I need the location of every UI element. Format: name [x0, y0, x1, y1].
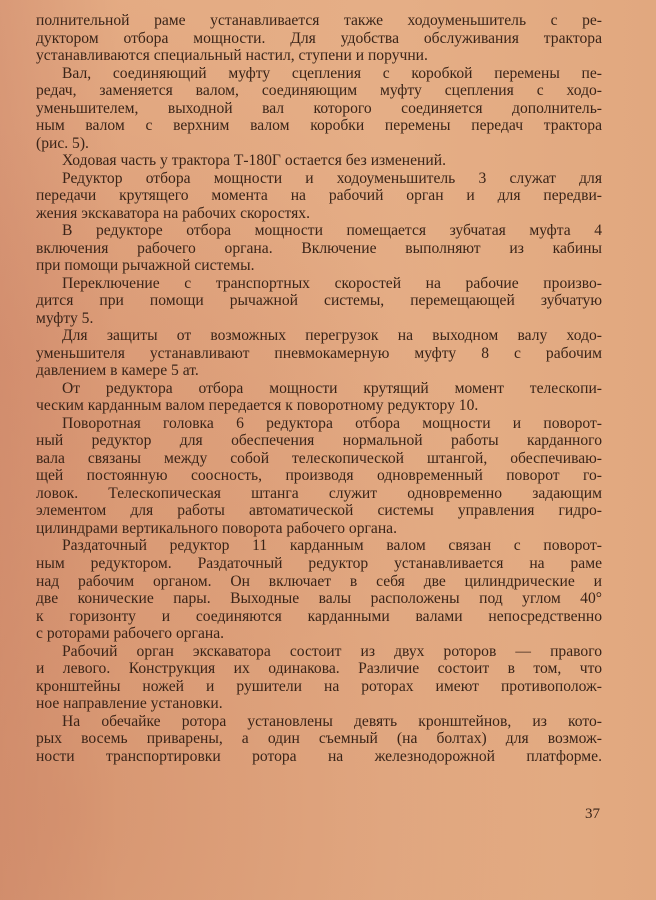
- text-line: к горизонту и соединяются карданными валами непосредственно: [36, 607, 602, 625]
- text-line: ческим карданным валом передается к поворотному редуктору 10.: [36, 397, 479, 415]
- page-number: 37: [585, 806, 600, 822]
- text-line: Переключение с транспортных скоростей на рабочие произво-: [62, 274, 602, 292]
- text-line: муфту 5.: [36, 309, 94, 327]
- text-line: дится при помощи рычажной системы, перемещающей зубчатую: [36, 292, 602, 310]
- text-line: щей постоянную соосность, производя одновременный поворот го-: [36, 467, 602, 485]
- text-line: ным валом с верхним валом коробки перемены передач трактора: [36, 117, 602, 135]
- text-line: рых восемь приварены, а один съемный (на болтах) для возмож-: [36, 730, 602, 748]
- text-line: (рис. 5).: [36, 134, 89, 152]
- text-line: От редуктора отбора мощности крутящий момент телескопи-: [62, 379, 602, 397]
- text-line: На обечайке ротора установлены девять кронштейнов, из кото-: [62, 712, 602, 730]
- text-line: элементом для работы автоматической системы управления гидро-: [36, 502, 602, 520]
- text-line: редач, заменяется валом, соединяющим муфту сцепления с ходо-: [36, 82, 602, 100]
- text-line: ловок. Телескопическая штанга служит одновременно задающим: [36, 484, 602, 502]
- text-line: цилиндрами вертикального поворота рабочего органа.: [36, 519, 398, 537]
- text-line: вала связаны между собой телескопической штангой, обеспечиваю-: [36, 449, 602, 467]
- text-line: ности транспортировки ротора на железнодорожной платформе.: [36, 747, 602, 765]
- text-line: ный редуктор для обеспечения нормальной работы карданного: [36, 432, 602, 450]
- text-line: устанавливаются специальный настил, ступени и поручни.: [36, 47, 428, 65]
- text-line: Раздаточный редуктор 11 карданным валом связан с поворот-: [62, 537, 602, 555]
- text-line: передачи крутящего момента на рабочий орган и для передви-: [36, 187, 602, 205]
- text-line: Редуктор отбора мощности и ходоуменьшитель 3 служат для: [62, 169, 602, 187]
- text-line: Для защиты от возможных перегрузок на выходном валу ходо-: [62, 327, 602, 345]
- text-line: жения экскаватора на рабочих скоростях.: [36, 204, 310, 222]
- text-line: включения рабочего органа. Включение выполняют из кабины: [36, 239, 602, 257]
- text-line: Вал, соединяющий муфту сцепления с коробкой перемены пе-: [62, 64, 602, 82]
- text-line: уменьшителем, выходной вал которого соединяется дополнитель-: [36, 99, 602, 117]
- text-line: при помощи рычажной системы.: [36, 257, 255, 275]
- text-line: уменьшителя устанавливают пневмокамерную муфту 8 с рабочим: [36, 344, 602, 362]
- text-line: Ходовая часть у трактора Т-180Г остается без изменений.: [62, 152, 446, 170]
- text-line: дуктором отбора мощности. Для удобства обслуживания трактора: [36, 29, 602, 47]
- body-text: [36, 12, 602, 765]
- text-line: полнительной раме устанавливается также ходоуменьшитель с ре-: [36, 12, 602, 29]
- text-line: ное направление установки.: [36, 695, 223, 713]
- text-line: давлением в камере 5 ат.: [36, 362, 199, 380]
- text-line: две конические пары. Выходные валы расположены под углом 40°: [36, 590, 602, 608]
- text-line: над рабочим органом. Он включает в себя две цилиндрические и: [36, 572, 602, 590]
- text-line: В редукторе отбора мощности помещается зубчатая муфта 4: [62, 222, 602, 240]
- text-line: Поворотная головка 6 редуктора отбора мощности и поворот-: [62, 414, 602, 432]
- text-line: Рабочий орган экскаватора состоит из двух роторов — правого: [62, 642, 602, 660]
- text-line: ным редуктором. Раздаточный редуктор устанавливается на раме: [36, 554, 602, 572]
- text-line: кронштейны ножей и рушители на роторах имеют противополож-: [36, 677, 602, 695]
- text-line: с роторами рабочего органа.: [36, 625, 225, 643]
- text-line: и левого. Конструкция их одинакова. Различие состоит в том, что: [36, 660, 602, 678]
